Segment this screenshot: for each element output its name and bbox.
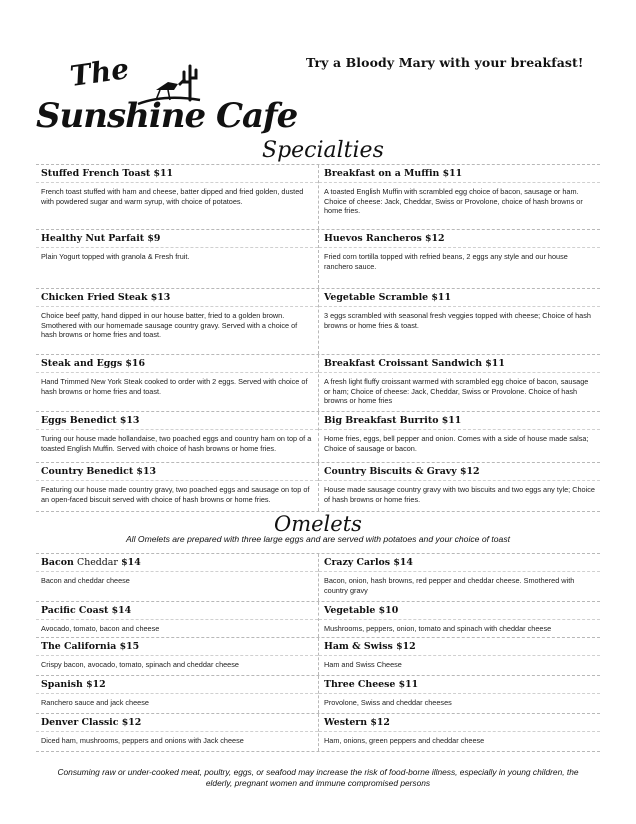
menu-row — [36, 638, 600, 676]
item-description: Bacon and cheddar cheese — [41, 576, 130, 585]
menu-item — [36, 289, 318, 354]
item-description: French toast stuffed with ham and cheese, batter dipped and fried golden, dusted with powdered sugar and warm syrup, with choice of potatoes. — [41, 187, 304, 206]
item-title: Healthy Nut Parfait $9 — [36, 233, 318, 248]
menu-item — [318, 355, 600, 411]
logo-the: The — [67, 52, 132, 93]
item-title: Breakfast on a Muffin $11 — [319, 168, 600, 183]
menu-row — [36, 165, 600, 230]
menu-row — [36, 463, 600, 512]
menu-row — [36, 714, 600, 752]
item-title: Country Biscuits & Gravy $12 — [319, 466, 600, 481]
item-description: Home fries, eggs, bell pepper and onion. Comes with a side of house made salsa; Choice of sausage or bacon. — [324, 434, 589, 453]
item-description: A toasted English Muffin with scrambled egg choice of bacon, sausage or ham. Choice of cheese: Jack, Cheddar, Swiss or Provolone, choice of hash browns or home fries. — [324, 187, 583, 215]
menu-item — [36, 714, 318, 751]
item-description: Plain Yogurt topped with granola & Fresh fruit. — [41, 252, 190, 261]
menu-item — [36, 412, 318, 462]
item-description: Ham and Swiss Cheese — [324, 660, 402, 669]
menu-item — [36, 676, 318, 713]
item-title: Breakfast Croissant Sandwich $11 — [319, 358, 600, 373]
menu-item — [318, 676, 600, 713]
item-title: Three Cheese $11 — [319, 679, 600, 694]
menu-item — [318, 230, 600, 288]
item-title: Spanish $12 — [36, 679, 318, 694]
item-title: Vegetable $10 — [319, 605, 600, 620]
item-title: Chicken Fried Steak $13 — [36, 292, 318, 307]
item-description: House made sausage country gravy with two biscuits and two eggs any tyle; Choice of hash browns or home fries. — [324, 485, 595, 504]
menu-item — [318, 165, 600, 229]
item-description: Provolone, Swiss and cheddar cheeses — [324, 698, 452, 707]
item-description: Choice beef patty, hand dipped in our house batter, fried to a golden brown. Smothered with our homemade sausage country gravy. Served with a choice of hash browns or home fries and toast. — [41, 311, 298, 339]
item-description: Turing our house made hollandaise, two poached eggs and country ham on top of a toasted English Muffin. Served with choice of hash browns or home fries. — [41, 434, 312, 453]
specialties-grid — [36, 164, 600, 512]
menu-item — [318, 714, 600, 751]
menu-row — [36, 602, 600, 638]
item-description: Mushrooms, peppers, onion, tomato and spinach with cheddar cheese — [324, 624, 552, 633]
specialties-heading: Specialties — [262, 138, 384, 163]
menu-item — [36, 230, 318, 288]
item-title: The California $15 — [36, 641, 318, 656]
item-title: Crazy Carlos $14 — [319, 557, 600, 572]
item-title: Eggs Benedict $13 — [36, 415, 318, 430]
menu-item — [36, 554, 318, 601]
omelets-grid — [36, 553, 600, 752]
menu-item — [318, 602, 600, 637]
logo-name: Sunshine Cafe — [36, 96, 298, 136]
item-title: Denver Classic $12 — [36, 717, 318, 732]
menu-row — [36, 676, 600, 714]
item-title: Bacon Cheddar $14 — [36, 557, 318, 572]
item-title: Country Benedict $13 — [36, 466, 318, 481]
menu-item — [36, 355, 318, 411]
menu-item — [318, 463, 600, 511]
item-description: Crispy bacon, avocado, tomato, spinach and cheddar cheese — [41, 660, 239, 669]
item-title: Pacific Coast $14 — [36, 605, 318, 620]
menu-item — [36, 165, 318, 229]
menu-row — [36, 289, 600, 355]
item-title: Ham & Swiss $12 — [319, 641, 600, 656]
menu-row — [36, 355, 600, 412]
menu-item — [318, 554, 600, 601]
item-description: Diced ham, mushrooms, peppers and onions with Jack cheese — [41, 736, 244, 745]
menu-row — [36, 412, 600, 463]
menu-item — [36, 463, 318, 511]
item-title: Stuffed French Toast $11 — [36, 168, 318, 183]
menu-row — [36, 230, 600, 289]
menu-row — [36, 554, 600, 602]
item-description: Featuring our house made country gravy, two poached eggs and sausage on top of an open-faced biscuit served with choice of hash browns or home fries. — [41, 485, 310, 504]
menu-item — [318, 638, 600, 675]
item-description: Bacon, onion, hash browns, red pepper and cheddar cheese. Smothered with country gravy — [324, 576, 575, 595]
item-description: 3 eggs scrambled with seasonal fresh veggies topped with cheese; Choice of hash browns or home fries & toast. — [324, 311, 591, 330]
food-safety-disclaimer: Consuming raw or under-cooked meat, poultry, eggs, or seafood may increase the risk of food-borne illness, especially in young children, the elderly, pregnant women and immune compromised persons — [57, 767, 579, 788]
menu-item — [318, 412, 600, 462]
item-title: Vegetable Scramble $11 — [319, 292, 600, 307]
tagline: Try a Bloody Mary with your breakfast! — [306, 55, 584, 70]
item-title: Big Breakfast Burrito $11 — [319, 415, 600, 430]
item-description: A fresh light fluffy croissant warmed with scrambled egg choice of bacon, sausage or ham; Choice of cheese: Jack, Cheddar, Swiss or Provolone. Choice of hash browns or home fries — [324, 377, 589, 405]
item-title: Huevos Rancheros $12 — [319, 233, 600, 248]
menu-item — [36, 638, 318, 675]
omelets-note: All Omelets are prepared with three large eggs and are served with potatoes and your choice of toast — [125, 534, 511, 544]
item-title: Steak and Eggs $16 — [36, 358, 318, 373]
menu-item — [36, 602, 318, 637]
item-description: Ranchero sauce and jack cheese — [41, 698, 149, 707]
item-description: Fried corn tortilla topped with refried beans, 2 eggs any style and our house ranchero sauce. — [324, 252, 568, 271]
menu-item — [318, 289, 600, 354]
item-title: Western $12 — [319, 717, 600, 732]
item-description: Avocado, tomato, bacon and cheese — [41, 624, 160, 633]
item-description: Ham, onions, green peppers and cheddar cheese — [324, 736, 485, 745]
item-description: Hand Trimmed New York Steak cooked to order with 2 eggs. Served with choice of hash browns or home fries and toast. — [41, 377, 308, 396]
omelets-heading: Omelets — [274, 512, 362, 536]
